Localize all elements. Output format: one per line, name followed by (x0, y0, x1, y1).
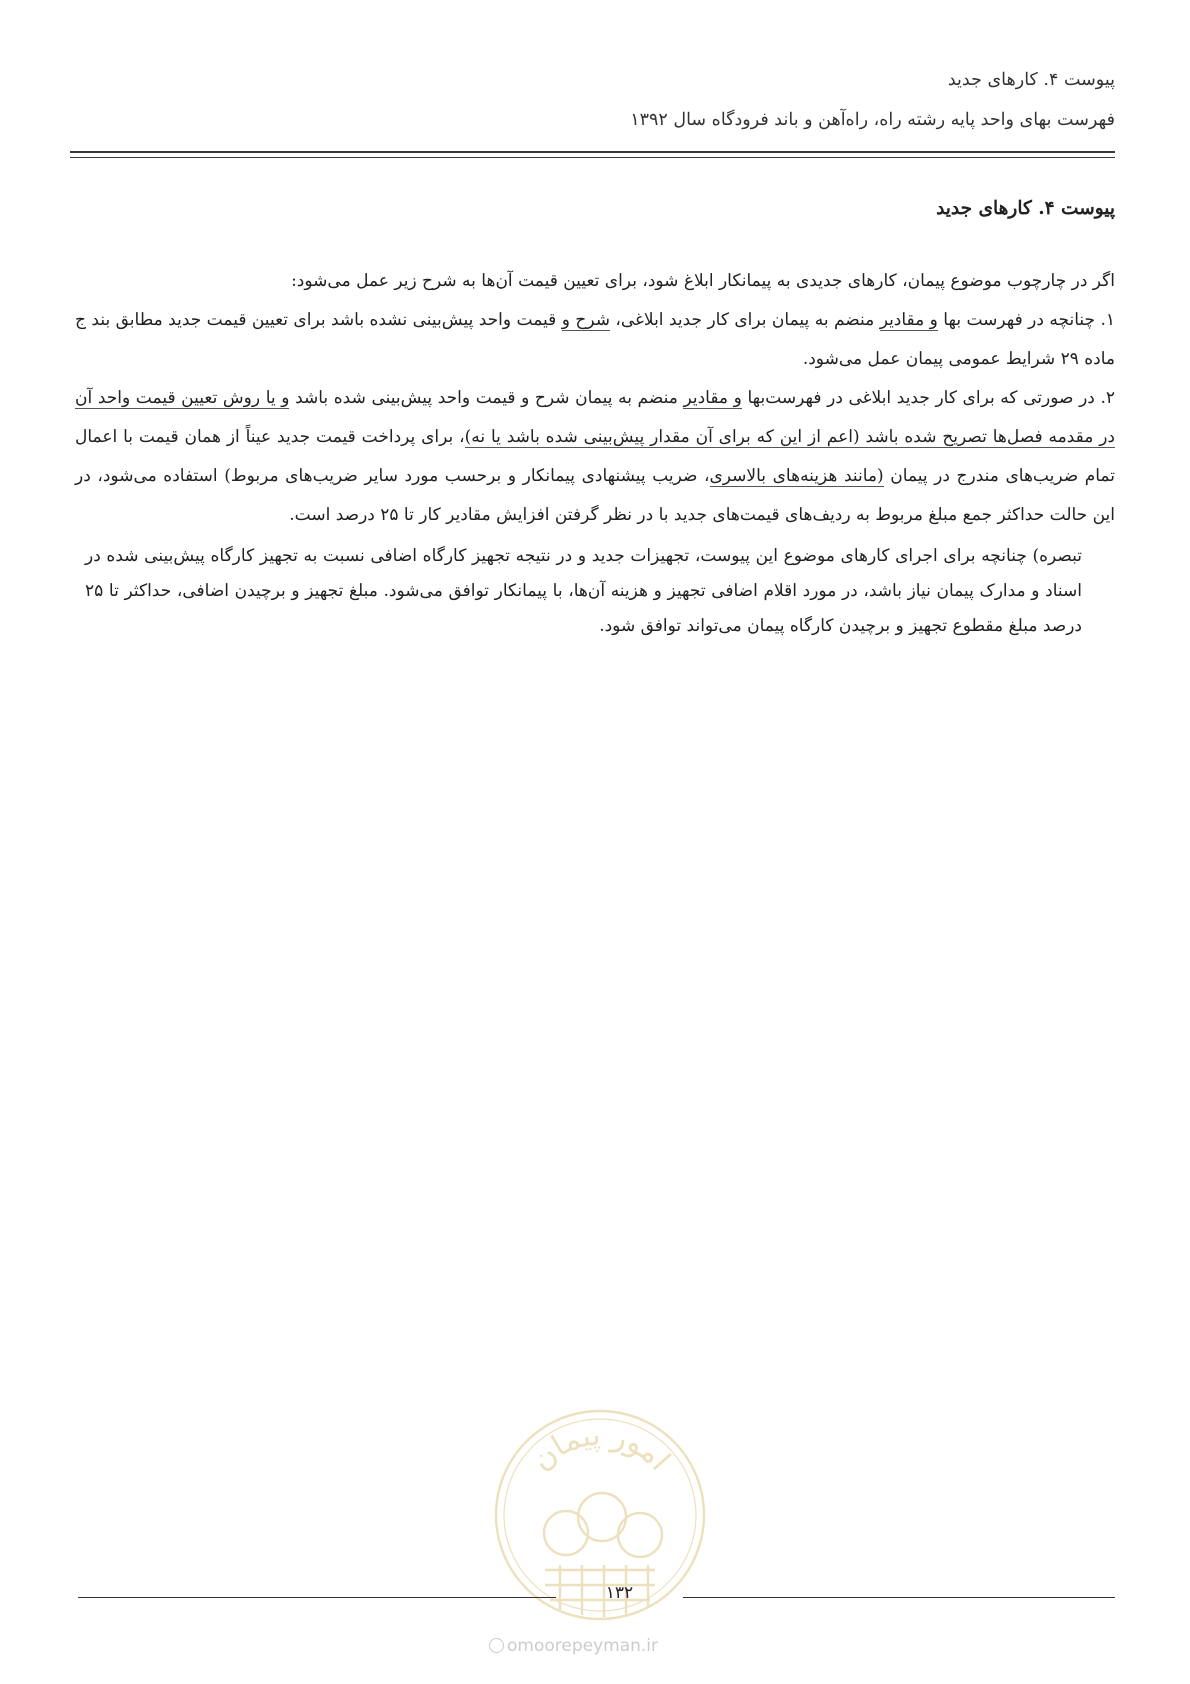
item-1-underlined-2: شرح و (561, 310, 610, 330)
item-1-underlined-1: و مقادیر (879, 310, 938, 330)
running-header-chapter: پیوست ۴. کارهای جدید (947, 70, 1115, 90)
site-watermark-text: omoorepeyman.ir (507, 1636, 659, 1656)
item-2-underlined-2: و یا روش تعیین قیمت واحد آن در مقدمه فصل‌ها تصریح شده باشد (اعم از این که برای آن مقدار پیش‌بینی شده باشد یا نه) (75, 388, 1115, 447)
item-1-text-1: ۱. چنانچه در فهرست بها (937, 310, 1115, 330)
item-2-text-1: ۲. در صورتی که برای کار جدید ابلاغی در فهرست‌بها (741, 388, 1116, 408)
page-number: ۱۳۲ (605, 1583, 634, 1603)
globe-icon (489, 1638, 504, 1653)
footer-rule-left (78, 1597, 556, 1598)
running-header-book-title: فهرست بهای واحد پایه رشته راه، راه‌آهن و باند فرودگاه سال ۱۳۹۲ (630, 110, 1115, 130)
item-1-text-3: قیمت واحد پیش‌بینی نشده باشد برای تعیین قیمت جدید مطابق بند ج ماده ۲۹ شرایط عمومی پیمان عمل می‌شود. (75, 310, 1115, 369)
item-2-text-2: منضم به پیمان شرح و قیمت واحد پیش‌بینی شده باشد (289, 388, 684, 408)
item-1-text-2: منضم به پیمان برای کار جدید ابلاغی، (609, 310, 880, 330)
item-2-text-3: ، برای پرداخت قیمت جدید عیناً از همان قیمت با اعمال تمام ضریب‌های مندرج در پیمان (75, 427, 1115, 486)
note-paragraph: تبصره) چنانچه برای اجرای کارهای موضوع این پیوست، تجهیزات جدید و در نتیجه تجهیز کارگاه اضافی نسبت به تجهیز کارگاه پیش‌بینی شده در اسناد و مدارک پیمان نیاز باشد، در مورد اقلام اضافی تجهیز و هزینه آن‌ها، با پیمانکار توافق می‌شود. مبلغ تجهیز و برچیدن اضافی، حداکثر تا ۲۵ درصد مبلغ مقطوع تجهیز و برچیدن کارگاه پیمان می‌تواند توافق شود. (85, 546, 1083, 636)
running-header (75, 60, 1115, 140)
header-rule-thick (70, 151, 1115, 153)
svg-text:امور پیمان: امور پیمان (524, 1417, 677, 1478)
footer-rule-right (683, 1597, 1115, 1598)
item-2-underlined-1: و مقادیر (683, 388, 742, 408)
item-2-paragraph (75, 379, 1115, 535)
main-text (75, 262, 1115, 644)
section-title: پیوست ۴. کارهای جدید (936, 198, 1115, 219)
intro-paragraph: اگر در چارچوب موضوع پیمان، کارهای جدیدی به پیمانکار ابلاغ شود، برای تعیین قیمت آن‌ها به شرح زیر عمل می‌شود: (291, 271, 1115, 291)
site-watermark (489, 1636, 729, 1656)
header-rule-thin (70, 157, 1115, 158)
item-2-text-4: ، ضریب پیشنهادی پیمانکار و برحسب مورد سایر ضریب‌های مربوط) استفاده می‌شود، در این حالت حداکثر جمع مبلغ مربوط به ردیف‌های قیمت‌های جدید با در نظر گرفتن افزایش مقادیر کار تا ۲۵ درصد است. (75, 466, 1115, 525)
item-2-underlined-3: (مانند هزینه‌های بالاسری (709, 466, 884, 486)
item-1-paragraph (75, 301, 1115, 379)
